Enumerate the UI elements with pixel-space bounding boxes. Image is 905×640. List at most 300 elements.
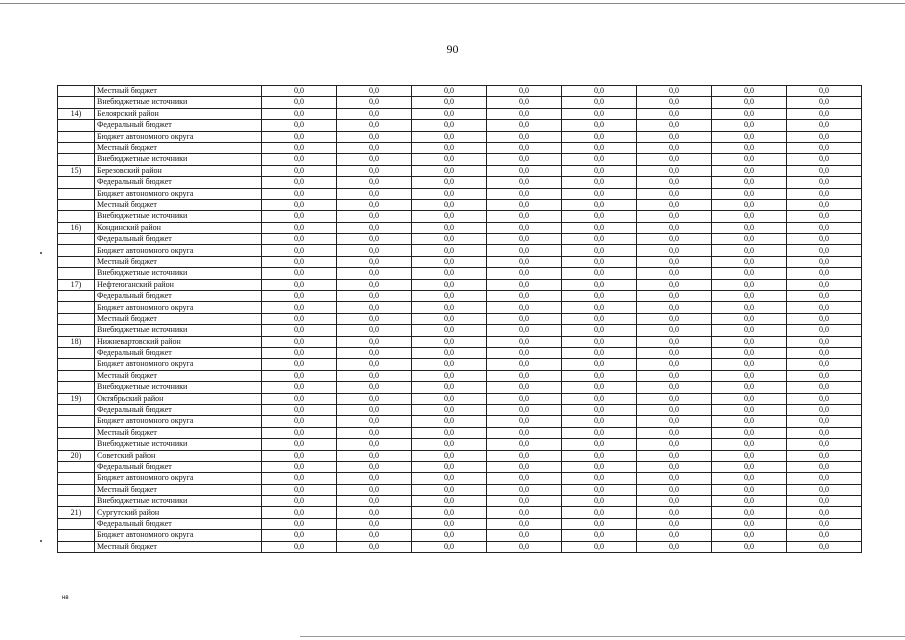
table-row: [58, 97, 862, 108]
value-cell: 0,0: [712, 97, 787, 108]
table-row: [58, 268, 862, 279]
value-cell: 0,0: [262, 291, 337, 302]
value-cell: 0,0: [262, 97, 337, 108]
value-cell: 0,0: [637, 211, 712, 222]
value-cell: 0,0: [712, 393, 787, 404]
value-cell: 0,0: [337, 461, 412, 472]
value-cell: 0,0: [787, 131, 862, 142]
value-cell: 0,0: [787, 313, 862, 324]
value-cell: 0,0: [487, 256, 562, 267]
value-cell: 0,0: [787, 211, 862, 222]
value-cell: 0,0: [337, 404, 412, 415]
value-cell: 0,0: [412, 484, 487, 495]
row-label: Бюджет автономного округа: [95, 416, 262, 427]
value-cell: 0,0: [487, 439, 562, 450]
value-cell: 0,0: [337, 302, 412, 313]
value-cell: 0,0: [337, 530, 412, 541]
value-cell: 0,0: [637, 518, 712, 529]
table-row: [58, 188, 862, 199]
value-cell: 0,0: [412, 142, 487, 153]
value-cell: 0,0: [712, 131, 787, 142]
value-cell: 0,0: [412, 393, 487, 404]
value-cell: 0,0: [562, 97, 637, 108]
value-cell: 0,0: [712, 222, 787, 233]
value-cell: 0,0: [562, 177, 637, 188]
value-cell: 0,0: [337, 222, 412, 233]
value-cell: 0,0: [562, 336, 637, 347]
top-scan-line: [0, 3, 905, 4]
row-label: Местный бюджет: [95, 313, 262, 324]
value-cell: 0,0: [637, 404, 712, 415]
value-cell: 0,0: [487, 496, 562, 507]
row-label: Белоярский район: [95, 108, 262, 119]
table-row: [58, 165, 862, 176]
value-cell: 0,0: [787, 302, 862, 313]
value-cell: 0,0: [262, 86, 337, 97]
row-number: [58, 131, 95, 142]
value-cell: 0,0: [562, 268, 637, 279]
row-number: [58, 211, 95, 222]
row-number: [58, 530, 95, 541]
table-row: [58, 359, 862, 370]
value-cell: 0,0: [712, 427, 787, 438]
value-cell: 0,0: [787, 108, 862, 119]
value-cell: 0,0: [412, 325, 487, 336]
value-cell: 0,0: [637, 313, 712, 324]
table-row: [58, 370, 862, 381]
row-number: [58, 382, 95, 393]
row-label: Бюджет автономного округа: [95, 245, 262, 256]
value-cell: 0,0: [637, 496, 712, 507]
value-cell: 0,0: [412, 313, 487, 324]
row-label: Бюджет автономного округа: [95, 302, 262, 313]
value-cell: 0,0: [562, 404, 637, 415]
value-cell: 0,0: [262, 325, 337, 336]
value-cell: 0,0: [562, 245, 637, 256]
row-number: [58, 86, 95, 97]
value-cell: 0,0: [412, 245, 487, 256]
row-number: 18): [58, 336, 95, 347]
row-number: [58, 154, 95, 165]
value-cell: 0,0: [337, 256, 412, 267]
value-cell: 0,0: [787, 177, 862, 188]
row-label: Местный бюджет: [95, 86, 262, 97]
value-cell: 0,0: [637, 382, 712, 393]
table-row: [58, 154, 862, 165]
row-number: [58, 541, 95, 552]
value-cell: 0,0: [412, 496, 487, 507]
table-row: [58, 530, 862, 541]
table-row: [58, 142, 862, 153]
row-number: [58, 313, 95, 324]
value-cell: 0,0: [412, 188, 487, 199]
table-row: [58, 393, 862, 404]
row-number: [58, 439, 95, 450]
row-label: Нижневартовский район: [95, 336, 262, 347]
value-cell: 0,0: [337, 291, 412, 302]
value-cell: 0,0: [487, 245, 562, 256]
value-cell: 0,0: [637, 279, 712, 290]
value-cell: 0,0: [487, 359, 562, 370]
value-cell: 0,0: [487, 108, 562, 119]
value-cell: 0,0: [337, 359, 412, 370]
table-row: [58, 279, 862, 290]
value-cell: 0,0: [337, 177, 412, 188]
value-cell: 0,0: [262, 245, 337, 256]
value-cell: 0,0: [487, 325, 562, 336]
value-cell: 0,0: [262, 142, 337, 153]
table-row: [58, 177, 862, 188]
value-cell: 0,0: [487, 279, 562, 290]
value-cell: 0,0: [562, 416, 637, 427]
value-cell: 0,0: [262, 347, 337, 358]
value-cell: 0,0: [337, 199, 412, 210]
value-cell: 0,0: [487, 382, 562, 393]
value-cell: 0,0: [712, 177, 787, 188]
value-cell: 0,0: [262, 393, 337, 404]
row-number: [58, 484, 95, 495]
value-cell: 0,0: [562, 347, 637, 358]
value-cell: 0,0: [337, 154, 412, 165]
value-cell: 0,0: [412, 450, 487, 461]
value-cell: 0,0: [787, 142, 862, 153]
row-number: [58, 199, 95, 210]
value-cell: 0,0: [487, 211, 562, 222]
value-cell: 0,0: [412, 234, 487, 245]
value-cell: 0,0: [712, 279, 787, 290]
value-cell: 0,0: [412, 507, 487, 518]
table-row: [58, 382, 862, 393]
table-row: [58, 484, 862, 495]
value-cell: 0,0: [262, 530, 337, 541]
value-cell: 0,0: [262, 234, 337, 245]
table-row: [58, 222, 862, 233]
value-cell: 0,0: [787, 507, 862, 518]
table-row: [58, 427, 862, 438]
value-cell: 0,0: [787, 518, 862, 529]
value-cell: 0,0: [412, 461, 487, 472]
value-cell: 0,0: [262, 199, 337, 210]
value-cell: 0,0: [712, 473, 787, 484]
row-number: [58, 427, 95, 438]
value-cell: 0,0: [712, 450, 787, 461]
value-cell: 0,0: [637, 484, 712, 495]
value-cell: 0,0: [787, 245, 862, 256]
row-number: [58, 496, 95, 507]
value-cell: 0,0: [787, 120, 862, 131]
row-label: Местный бюджет: [95, 484, 262, 495]
value-cell: 0,0: [487, 427, 562, 438]
value-cell: 0,0: [637, 473, 712, 484]
value-cell: 0,0: [262, 188, 337, 199]
value-cell: 0,0: [262, 108, 337, 119]
value-cell: 0,0: [712, 439, 787, 450]
value-cell: 0,0: [637, 461, 712, 472]
value-cell: 0,0: [787, 439, 862, 450]
value-cell: 0,0: [262, 507, 337, 518]
value-cell: 0,0: [712, 370, 787, 381]
bottom-scan-line: [300, 636, 905, 637]
value-cell: 0,0: [262, 473, 337, 484]
row-number: [58, 234, 95, 245]
row-number: 19): [58, 393, 95, 404]
value-cell: 0,0: [262, 211, 337, 222]
value-cell: 0,0: [787, 279, 862, 290]
value-cell: 0,0: [337, 484, 412, 495]
value-cell: 0,0: [262, 416, 337, 427]
value-cell: 0,0: [487, 404, 562, 415]
value-cell: 0,0: [337, 268, 412, 279]
value-cell: 0,0: [562, 461, 637, 472]
value-cell: 0,0: [337, 108, 412, 119]
value-cell: 0,0: [262, 461, 337, 472]
value-cell: 0,0: [487, 370, 562, 381]
footer-initials: нв: [62, 595, 69, 601]
table-row: [58, 336, 862, 347]
row-label: Бюджет автономного округа: [95, 131, 262, 142]
value-cell: 0,0: [262, 256, 337, 267]
value-cell: 0,0: [562, 108, 637, 119]
value-cell: 0,0: [337, 279, 412, 290]
value-cell: 0,0: [487, 188, 562, 199]
row-number: 16): [58, 222, 95, 233]
row-number: [58, 97, 95, 108]
row-label: Федеральный бюджет: [95, 177, 262, 188]
value-cell: 0,0: [562, 382, 637, 393]
row-label: Сургутский район: [95, 507, 262, 518]
value-cell: 0,0: [637, 336, 712, 347]
table-row: [58, 541, 862, 552]
value-cell: 0,0: [562, 165, 637, 176]
value-cell: 0,0: [787, 165, 862, 176]
value-cell: 0,0: [487, 541, 562, 552]
value-cell: 0,0: [412, 154, 487, 165]
value-cell: 0,0: [412, 439, 487, 450]
value-cell: 0,0: [562, 313, 637, 324]
row-label: Нефтеюганский район: [95, 279, 262, 290]
value-cell: 0,0: [337, 86, 412, 97]
row-label: Внебюджетные источники: [95, 382, 262, 393]
value-cell: 0,0: [337, 507, 412, 518]
table-row: [58, 347, 862, 358]
value-cell: 0,0: [712, 268, 787, 279]
value-cell: 0,0: [487, 154, 562, 165]
value-cell: 0,0: [787, 370, 862, 381]
value-cell: 0,0: [712, 416, 787, 427]
value-cell: 0,0: [262, 382, 337, 393]
value-cell: 0,0: [562, 359, 637, 370]
value-cell: 0,0: [412, 473, 487, 484]
value-cell: 0,0: [412, 347, 487, 358]
value-cell: 0,0: [337, 325, 412, 336]
budget-table: [57, 85, 862, 553]
value-cell: 0,0: [712, 461, 787, 472]
row-number: [58, 291, 95, 302]
value-cell: 0,0: [787, 222, 862, 233]
value-cell: 0,0: [337, 439, 412, 450]
value-cell: 0,0: [787, 484, 862, 495]
value-cell: 0,0: [262, 518, 337, 529]
budget-table-body: [58, 86, 862, 553]
value-cell: 0,0: [412, 97, 487, 108]
value-cell: 0,0: [562, 427, 637, 438]
page-number: 90: [446, 42, 459, 56]
value-cell: 0,0: [787, 473, 862, 484]
value-cell: 0,0: [712, 347, 787, 358]
value-cell: 0,0: [262, 404, 337, 415]
row-number: [58, 370, 95, 381]
value-cell: 0,0: [637, 222, 712, 233]
table-row: [58, 199, 862, 210]
value-cell: 0,0: [487, 97, 562, 108]
value-cell: 0,0: [412, 177, 487, 188]
value-cell: 0,0: [712, 359, 787, 370]
value-cell: 0,0: [337, 211, 412, 222]
row-label: Внебюджетные источники: [95, 325, 262, 336]
value-cell: 0,0: [487, 120, 562, 131]
value-cell: 0,0: [337, 496, 412, 507]
value-cell: 0,0: [412, 530, 487, 541]
row-number: 14): [58, 108, 95, 119]
value-cell: 0,0: [637, 450, 712, 461]
value-cell: 0,0: [712, 199, 787, 210]
value-cell: 0,0: [487, 393, 562, 404]
value-cell: 0,0: [487, 199, 562, 210]
row-number: 17): [58, 279, 95, 290]
value-cell: 0,0: [562, 496, 637, 507]
table-row: [58, 291, 862, 302]
value-cell: 0,0: [712, 404, 787, 415]
value-cell: 0,0: [637, 154, 712, 165]
value-cell: 0,0: [562, 86, 637, 97]
value-cell: 0,0: [262, 154, 337, 165]
table-row: [58, 313, 862, 324]
value-cell: 0,0: [787, 347, 862, 358]
value-cell: 0,0: [262, 370, 337, 381]
value-cell: 0,0: [262, 496, 337, 507]
value-cell: 0,0: [712, 325, 787, 336]
row-number: [58, 473, 95, 484]
row-label: Федеральный бюджет: [95, 518, 262, 529]
row-label: Кондинский район: [95, 222, 262, 233]
value-cell: 0,0: [262, 359, 337, 370]
value-cell: 0,0: [787, 86, 862, 97]
value-cell: 0,0: [262, 177, 337, 188]
table-row: [58, 473, 862, 484]
value-cell: 0,0: [262, 131, 337, 142]
value-cell: 0,0: [787, 461, 862, 472]
value-cell: 0,0: [712, 154, 787, 165]
value-cell: 0,0: [712, 382, 787, 393]
value-cell: 0,0: [637, 347, 712, 358]
value-cell: 0,0: [787, 541, 862, 552]
value-cell: 0,0: [637, 199, 712, 210]
value-cell: 0,0: [337, 382, 412, 393]
value-cell: 0,0: [412, 131, 487, 142]
value-cell: 0,0: [562, 393, 637, 404]
row-label: Внебюджетные источники: [95, 97, 262, 108]
row-label: Бюджет автономного округа: [95, 188, 262, 199]
row-number: [58, 302, 95, 313]
value-cell: 0,0: [637, 359, 712, 370]
row-label: Внебюджетные источники: [95, 496, 262, 507]
row-number: 20): [58, 450, 95, 461]
table-row: [58, 86, 862, 97]
value-cell: 0,0: [412, 165, 487, 176]
value-cell: 0,0: [637, 507, 712, 518]
value-cell: 0,0: [787, 416, 862, 427]
row-label: Местный бюджет: [95, 199, 262, 210]
value-cell: 0,0: [787, 382, 862, 393]
table-row: [58, 439, 862, 450]
value-cell: 0,0: [712, 211, 787, 222]
value-cell: 0,0: [562, 439, 637, 450]
value-cell: 0,0: [637, 370, 712, 381]
value-cell: 0,0: [412, 359, 487, 370]
value-cell: 0,0: [562, 507, 637, 518]
value-cell: 0,0: [562, 131, 637, 142]
value-cell: 0,0: [712, 188, 787, 199]
value-cell: 0,0: [412, 199, 487, 210]
value-cell: 0,0: [337, 336, 412, 347]
value-cell: 0,0: [412, 86, 487, 97]
value-cell: 0,0: [562, 154, 637, 165]
value-cell: 0,0: [262, 336, 337, 347]
value-cell: 0,0: [487, 302, 562, 313]
row-number: [58, 142, 95, 153]
row-number: [58, 325, 95, 336]
row-label: Федеральный бюджет: [95, 234, 262, 245]
value-cell: 0,0: [562, 234, 637, 245]
value-cell: 0,0: [337, 131, 412, 142]
row-label: Федеральный бюджет: [95, 120, 262, 131]
value-cell: 0,0: [487, 416, 562, 427]
value-cell: 0,0: [412, 336, 487, 347]
table-row: [58, 404, 862, 415]
row-number: [58, 416, 95, 427]
value-cell: 0,0: [562, 450, 637, 461]
value-cell: 0,0: [487, 177, 562, 188]
row-label: Бюджет автономного округа: [95, 473, 262, 484]
row-label: Федеральный бюджет: [95, 347, 262, 358]
row-number: 15): [58, 165, 95, 176]
value-cell: 0,0: [787, 97, 862, 108]
value-cell: 0,0: [337, 450, 412, 461]
value-cell: 0,0: [787, 291, 862, 302]
value-cell: 0,0: [412, 518, 487, 529]
value-cell: 0,0: [262, 313, 337, 324]
value-cell: 0,0: [712, 108, 787, 119]
value-cell: 0,0: [637, 234, 712, 245]
value-cell: 0,0: [562, 473, 637, 484]
value-cell: 0,0: [412, 256, 487, 267]
value-cell: 0,0: [712, 86, 787, 97]
value-cell: 0,0: [412, 211, 487, 222]
value-cell: 0,0: [712, 484, 787, 495]
table-row: [58, 256, 862, 267]
row-number: [58, 120, 95, 131]
value-cell: 0,0: [637, 541, 712, 552]
value-cell: 0,0: [337, 518, 412, 529]
value-cell: 0,0: [787, 154, 862, 165]
value-cell: 0,0: [487, 530, 562, 541]
table-row: [58, 518, 862, 529]
value-cell: 0,0: [562, 541, 637, 552]
value-cell: 0,0: [562, 484, 637, 495]
row-number: [58, 518, 95, 529]
value-cell: 0,0: [787, 268, 862, 279]
row-number: [58, 256, 95, 267]
